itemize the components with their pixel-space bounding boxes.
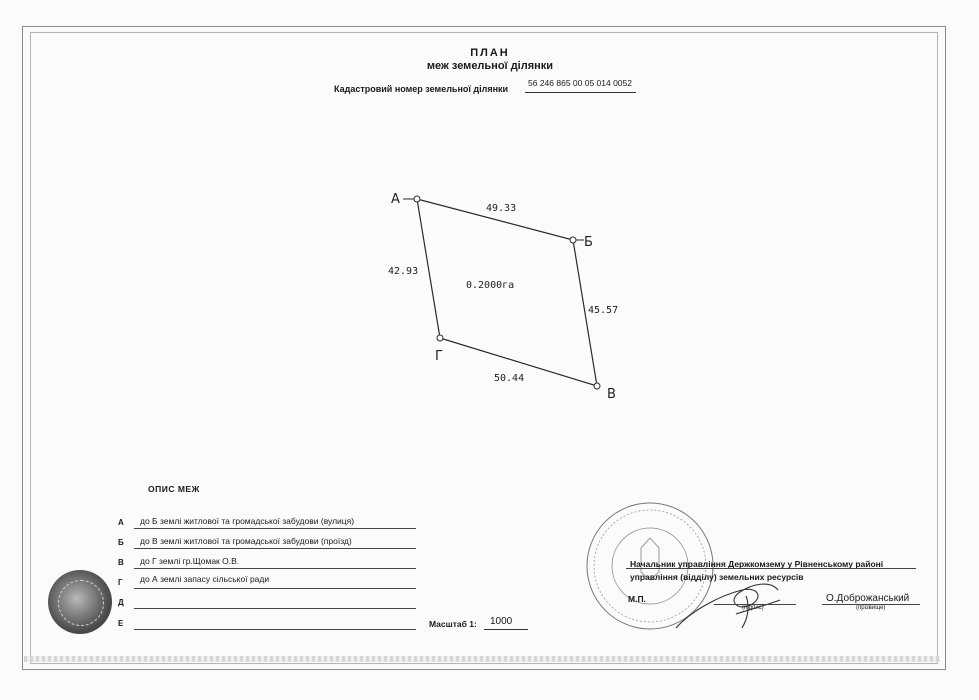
side-vg-length: 50.44 xyxy=(494,373,525,384)
document-title: ПЛАН xyxy=(470,47,510,59)
boundary-letter-d: Д xyxy=(118,598,124,607)
cadastral-number: 56 246 865 00 05 014 0052 xyxy=(528,78,632,88)
side-ga-length: 42.93 xyxy=(388,266,419,277)
boundary-letter-g: Г xyxy=(118,578,123,587)
handwritten-signature-icon xyxy=(676,584,780,628)
boundary-line-a xyxy=(134,528,416,529)
boundary-letter-v: В xyxy=(118,558,124,567)
boundary-text-g: до А землі запасу сільської ради xyxy=(140,574,270,584)
boundary-letter-e: Е xyxy=(118,619,124,628)
plot-boundary xyxy=(417,199,597,386)
signature-caption: (підпис) xyxy=(742,605,764,611)
official-position-underline xyxy=(626,568,916,569)
scale-value: 1000 xyxy=(490,616,513,627)
boundary-line-g xyxy=(134,588,416,589)
emblem-seal-ring xyxy=(58,580,104,626)
vertex-a-marker xyxy=(414,196,420,202)
boundaries-title: ОПИС МЕЖ xyxy=(148,484,200,494)
boundary-line-v xyxy=(134,568,416,569)
document-subtitle: меж земельної ділянки xyxy=(426,60,554,72)
vertex-v-label: В xyxy=(607,387,616,402)
stamp-place-label: М.П. xyxy=(628,594,646,604)
boundary-text-v: до Г землі гр.Щомак О.В. xyxy=(140,556,240,566)
vertex-g-label: Г xyxy=(435,349,443,364)
scale-underline xyxy=(484,629,528,630)
official-position-line2: управління (відділу) земельних ресурсів xyxy=(630,572,804,582)
boundary-letter-b: Б xyxy=(118,538,124,547)
plot-area: 0.2000га xyxy=(466,280,515,291)
vertex-a-label: А xyxy=(391,192,400,207)
side-bv-length: 45.57 xyxy=(588,305,619,316)
official-position-line1: Начальник управління Держкомзему у Рівненському районі xyxy=(630,559,884,569)
vertex-b-marker xyxy=(570,237,576,243)
scale-label: Масштаб 1: xyxy=(429,619,477,629)
vertex-b-label: Б xyxy=(584,235,593,250)
boundary-line-d xyxy=(134,608,416,609)
official-name: О.Доброжанський xyxy=(826,593,910,604)
boundary-line-e xyxy=(134,629,416,630)
boundary-text-a: до Б землі житлової та громадської забудови (вулиця) xyxy=(140,516,355,526)
vertex-v-marker xyxy=(594,383,600,389)
boundary-line-b xyxy=(134,548,416,549)
name-caption: (прізвище) xyxy=(856,605,886,611)
vertex-g-marker xyxy=(437,335,443,341)
boundary-letter-a: А xyxy=(118,518,124,527)
boundary-text-b: до В землі житлової та громадської забудови (проїзд) xyxy=(140,536,352,546)
cadastral-label: Кадастровий номер земельної ділянки xyxy=(334,84,509,94)
side-ab-length: 49.33 xyxy=(486,203,517,214)
